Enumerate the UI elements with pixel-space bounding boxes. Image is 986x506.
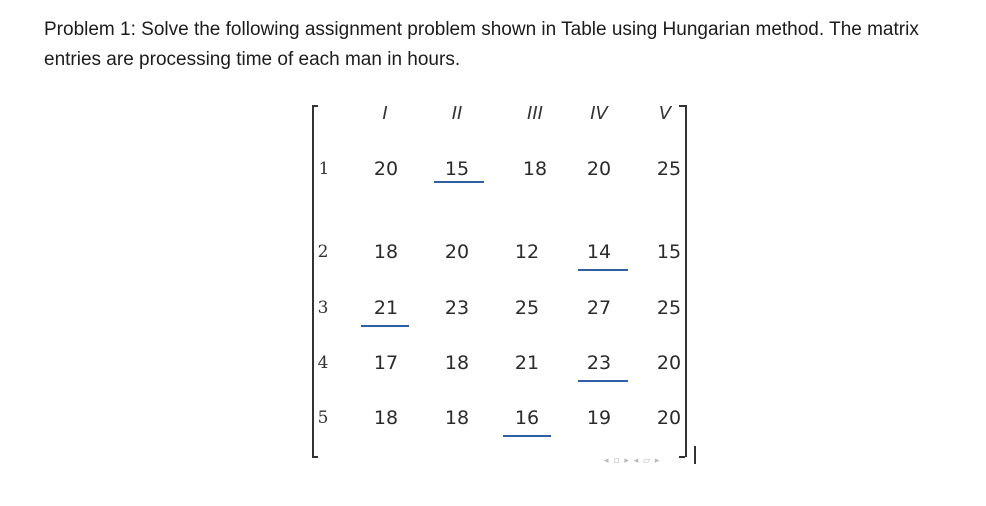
column-header-II: II bbox=[451, 103, 463, 124]
matrix-cell: 18 bbox=[522, 158, 548, 180]
matrix-cell: 20 bbox=[656, 352, 682, 374]
cursor-bar bbox=[694, 446, 696, 464]
matrix-cell: 18 bbox=[373, 241, 399, 263]
matrix-cell: 16 bbox=[514, 407, 540, 429]
matrix-cell: 25 bbox=[514, 297, 540, 319]
matrix-cell: 25 bbox=[656, 158, 682, 180]
matrix-cell: 23 bbox=[586, 352, 612, 374]
matrix-cell: 20 bbox=[656, 407, 682, 429]
matrix-cell: 15 bbox=[444, 158, 470, 180]
column-header-IV: IV bbox=[590, 103, 608, 124]
matrix-cell: 12 bbox=[514, 241, 540, 263]
row-label-1: 1 bbox=[318, 159, 330, 179]
assignment-underline bbox=[578, 269, 628, 271]
row-label-4: 4 bbox=[312, 352, 333, 374]
matrix-cell: 14 bbox=[586, 241, 612, 263]
matrix-cell: 19 bbox=[586, 407, 612, 429]
column-header-I: I bbox=[382, 103, 388, 124]
column-header-III: III bbox=[527, 103, 543, 124]
row-label-2: 2 bbox=[312, 241, 333, 263]
matrix-cell: 17 bbox=[373, 352, 399, 374]
right-bracket-bottom-tick bbox=[679, 456, 685, 458]
assignment-underline bbox=[361, 325, 409, 327]
row-label-5: 5 bbox=[312, 407, 333, 429]
matrix-cell: 21 bbox=[373, 297, 399, 319]
matrix-cell: 27 bbox=[586, 297, 612, 319]
slide-navigation-controls[interactable]: ◂ ▫ ▸ ◂ ▱ ▸ bbox=[604, 456, 661, 466]
assignment-underline bbox=[578, 380, 628, 382]
problem-statement: Problem 1: Solve the following assignment problem shown in Table using Hungarian method. The matrix entries are processing time of each man in hours. bbox=[44, 19, 919, 70]
matrix-cell: 25 bbox=[656, 297, 682, 319]
assignment-underline bbox=[503, 435, 551, 437]
left-bracket-bottom-tick bbox=[312, 456, 318, 458]
matrix-cell: 20 bbox=[444, 241, 470, 263]
matrix-cell: 18 bbox=[373, 407, 399, 429]
row-label-3: 3 bbox=[312, 297, 333, 319]
matrix-cell: 18 bbox=[444, 407, 470, 429]
assignment-underline bbox=[434, 181, 484, 183]
matrix-cell: 23 bbox=[444, 297, 470, 319]
matrix-cell: 18 bbox=[444, 352, 470, 374]
matrix-cell: 15 bbox=[656, 241, 682, 263]
column-header-V: V bbox=[658, 103, 672, 124]
matrix-cell: 21 bbox=[514, 352, 540, 374]
matrix-cell: 20 bbox=[586, 158, 612, 180]
matrix-cell: 20 bbox=[373, 158, 399, 180]
